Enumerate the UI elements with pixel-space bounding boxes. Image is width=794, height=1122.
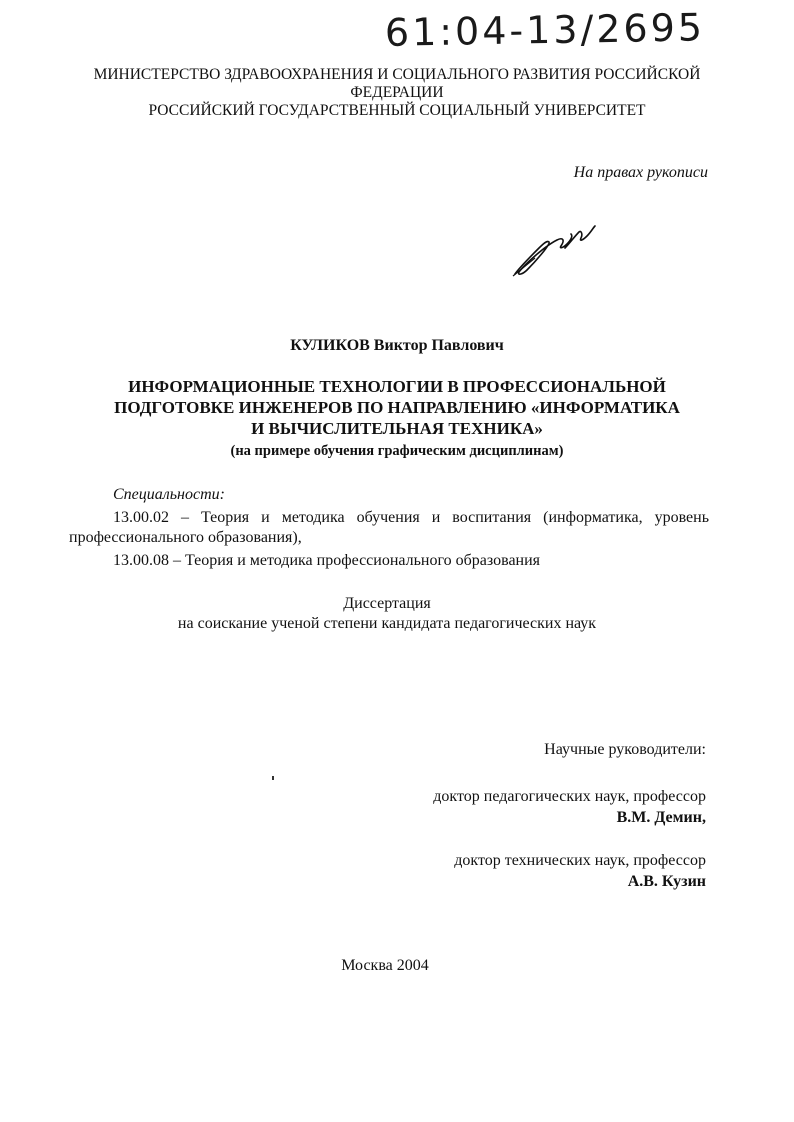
advisor-1-degree: доктор педагогических наук, профессор bbox=[433, 788, 706, 805]
dissertation-title bbox=[40, 376, 754, 439]
advisor-2 bbox=[454, 850, 706, 892]
scan-speck bbox=[272, 776, 274, 780]
degree-statement: на соискание ученой степени кандидата педагогических наук bbox=[177, 615, 597, 632]
ministry-line-2: ФЕДЕРАЦИИ bbox=[350, 84, 444, 101]
advisors-heading: Научные руководители: bbox=[544, 741, 706, 758]
advisor-1-name: В.М. Демин, bbox=[616, 809, 706, 826]
specialty-item-2: 13.00.08 – Теория и методика профессионального образования bbox=[113, 552, 541, 569]
dissertation-label: Диссертация bbox=[343, 595, 431, 612]
advisor-2-name: А.В. Кузин bbox=[627, 873, 706, 890]
author-name: КУЛИКОВ Виктор Павлович bbox=[290, 337, 504, 354]
title-line-2: ПОДГОТОВКЕ ИНЖЕНЕРОВ ПО НАПРАВЛЕНИЮ «ИНФОРМАТИКА bbox=[114, 398, 680, 417]
archive-code-handwritten: 61:04-13/2695 bbox=[384, 5, 706, 55]
title-line-1: ИНФОРМАЦИОННЫЕ ТЕХНОЛОГИИ В ПРОФЕССИОНАЛЬНОЙ bbox=[128, 377, 666, 396]
advisor-1 bbox=[433, 786, 706, 828]
ministry-line-1: МИНИСТЕРСТВО ЗДРАВООХРАНЕНИЯ И СОЦИАЛЬНОГО РАЗВИТИЯ РОССИЙСКОЙ bbox=[93, 66, 701, 83]
dissertation-subtitle: (на примере обучения графическим дисциплинам) bbox=[230, 443, 564, 459]
advisor-2-degree: доктор технических наук, профессор bbox=[454, 852, 706, 869]
university-name: РОССИЙСКИЙ ГОСУДАРСТВЕННЫЙ СОЦИАЛЬНЫЙ УНИВЕРСИТЕТ bbox=[148, 102, 646, 119]
specialty-item-1: 13.00.02 – Теория и методика обучения и воспитания (информатика, уровень профессионального образования), bbox=[69, 509, 709, 546]
dissertation-statement bbox=[0, 594, 774, 634]
ministry-header bbox=[40, 66, 754, 120]
rights-note: На правах рукописи bbox=[573, 164, 708, 181]
title-line-3: И ВЫЧИСЛИТЕЛЬНАЯ ТЕХНИКА» bbox=[251, 419, 543, 438]
signature-icon bbox=[505, 218, 605, 280]
specialties-heading: Специальности: bbox=[113, 486, 225, 503]
city-year: Москва 2004 bbox=[341, 957, 429, 974]
